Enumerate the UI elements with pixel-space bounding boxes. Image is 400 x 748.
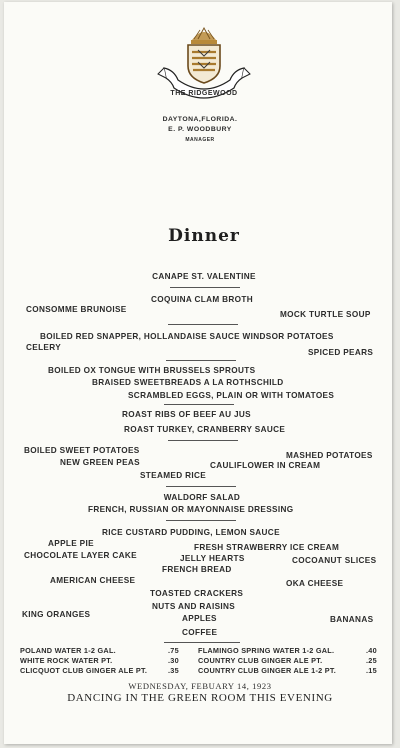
beverage-name: CLICQUOT CLUB GINGER ALE PT.	[20, 666, 148, 675]
menu-item: CONSOMME BRUNOISE	[26, 305, 127, 314]
menu-item: FRENCH BREAD	[162, 565, 232, 574]
manager-name: E. P. WOODBURY	[168, 126, 232, 133]
menu-item: ROAST RIBS OF BEEF AU JUS	[122, 410, 251, 419]
menu-item: SPICED PEARS	[308, 348, 374, 357]
section-divider	[166, 486, 236, 487]
menu-item: MASHED POTATOES	[286, 451, 373, 460]
beverage-price: .75	[168, 646, 179, 655]
menu-item: BOILED RED SNAPPER, HOLLANDAISE SAUCE WINDSOR POTATOES	[40, 332, 334, 341]
menu-item: KING ORANGES	[22, 610, 91, 619]
section-divider	[166, 360, 236, 361]
menu-item: APPLES	[182, 614, 217, 623]
menu-item: AMERICAN CHEESE	[50, 576, 136, 585]
menu-item: COFFEE	[182, 628, 218, 637]
beverage-name: POLAND WATER 1-2 GAL.	[20, 646, 116, 655]
section-divider	[168, 324, 238, 325]
menu-item: COQUINA CLAM BROTH	[151, 295, 253, 304]
beverage-name: COUNTRY CLUB GINGER ALE PT.	[198, 656, 323, 665]
menu-item: STEAMED RICE	[140, 471, 207, 480]
location-text: DAYTONA,FLORIDA.	[162, 116, 238, 123]
menu-item: COCOANUT SLICES	[292, 556, 377, 565]
announcement: DANCING IN THE GREEN ROOM THIS EVENING	[67, 692, 333, 704]
menu-item: CHOCOLATE LAYER CAKE	[24, 551, 137, 560]
section-divider	[164, 404, 234, 405]
menu-item: APPLE PIE	[48, 539, 94, 548]
beverage-price: .40	[366, 646, 377, 655]
menu-item: CANAPE ST. VALENTINE	[152, 272, 256, 281]
menu-item: NEW GREEN PEAS	[60, 458, 140, 467]
beverage-row	[20, 646, 377, 655]
menu-item: FRESH STRAWBERRY ICE CREAM	[194, 543, 340, 552]
menu-item: SCRAMBLED EGGS, PLAIN OR WITH TOMATOES	[128, 391, 335, 400]
menu-item: RICE CUSTARD PUDDING, LEMON SAUCE	[102, 528, 280, 537]
menu-item: MOCK TURTLE SOUP	[280, 310, 371, 319]
menu-item: WALDORF SALAD	[163, 493, 241, 502]
menu-date: WEDNESDAY, FEBUARY 14, 1923	[128, 681, 272, 691]
beverage-price: .25	[366, 656, 377, 665]
beverage-price: .30	[168, 656, 179, 665]
menu-item: CELERY	[26, 343, 62, 352]
crown-icon	[191, 28, 217, 44]
menu-item: NUTS AND RAISINS	[152, 602, 236, 611]
menu-item: FRENCH, RUSSIAN OR MAYONNAISE DRESSING	[88, 505, 294, 514]
menu-item: CAULIFLOWER IN CREAM	[210, 461, 321, 470]
menu-item: JELLY HEARTS	[180, 554, 245, 563]
menu-item: BOILED OX TONGUE WITH BRUSSELS SPROUTS	[48, 366, 256, 375]
menu-item: BOILED SWEET POTATOES	[24, 446, 140, 455]
manager-title: MANAGER	[185, 137, 215, 143]
beverage-price: .35	[168, 666, 179, 675]
beverage-name: COUNTRY CLUB GINGER ALE 1-2 PT.	[198, 666, 337, 675]
menu-card	[4, 2, 392, 744]
beverage-price: .15	[366, 666, 377, 675]
crest-banner-text: THE RIDGEWOOD	[170, 90, 238, 97]
menu-title: Dinner	[168, 226, 240, 246]
section-divider	[170, 287, 240, 288]
shield-icon	[188, 45, 220, 83]
menu-item: BANANAS	[330, 615, 374, 624]
beverage-row	[20, 656, 377, 665]
beverage-row	[20, 666, 377, 675]
menu-item: OKA CHEESE	[286, 579, 344, 588]
beverage-name: FLAMINGO SPRING WATER 1-2 GAL.	[198, 646, 335, 655]
menu-item: BRAISED SWEETBREADS A LA ROTHSCHILD	[92, 378, 284, 387]
section-divider	[166, 520, 236, 521]
beverage-name: WHITE ROCK WATER PT.	[20, 656, 113, 665]
section-divider	[168, 440, 238, 441]
menu-item: ROAST TURKEY, CRANBERRY SAUCE	[124, 425, 286, 434]
section-divider	[164, 642, 240, 643]
menu-item: TOASTED CRACKERS	[150, 589, 244, 598]
